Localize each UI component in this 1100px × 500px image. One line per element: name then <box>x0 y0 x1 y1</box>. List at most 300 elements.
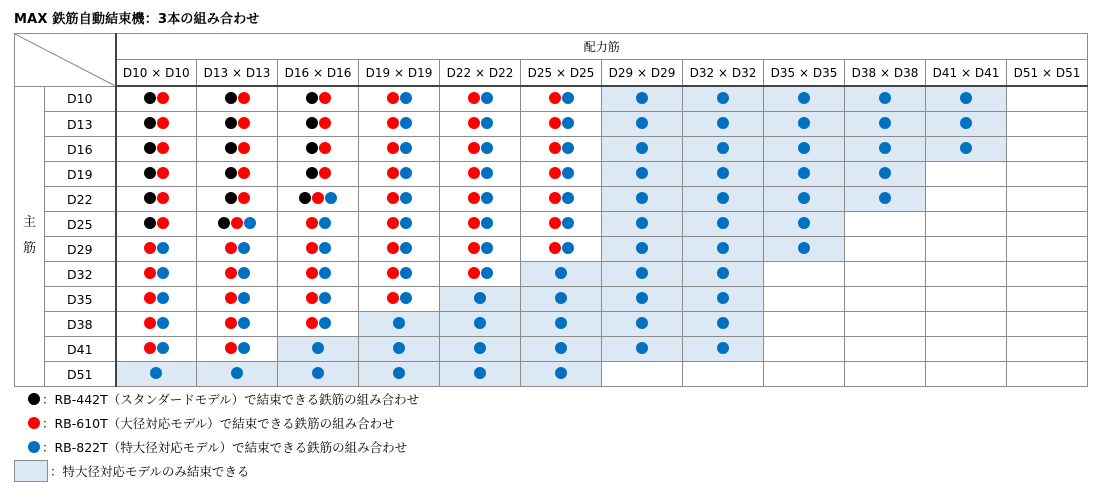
compat-dots <box>225 192 250 204</box>
compat-dot-red <box>387 267 399 279</box>
table-cell <box>440 162 521 187</box>
compat-dot-blue <box>157 342 169 354</box>
legend <box>14 387 419 483</box>
table-cell <box>1007 312 1088 337</box>
table-row <box>15 212 1088 237</box>
compat-dot-red <box>157 217 169 229</box>
table-cell <box>926 287 1007 312</box>
table-cell <box>602 137 683 162</box>
compat-dots <box>636 217 648 229</box>
compat-dots <box>468 142 493 154</box>
table-row <box>15 237 1088 262</box>
compat-dot-blue <box>474 317 486 329</box>
compat-dot-red <box>157 92 169 104</box>
compat-dot-blue <box>636 267 648 279</box>
compat-dot-blue <box>562 192 574 204</box>
compat-dots <box>306 142 331 154</box>
compat-dots <box>312 342 324 354</box>
compat-dot-blue <box>319 267 331 279</box>
compat-dots <box>387 242 412 254</box>
table-cell <box>116 362 197 387</box>
table-row <box>15 262 1088 287</box>
compat-dots <box>218 217 256 229</box>
compat-dots <box>879 142 891 154</box>
compat-dot-blue <box>400 192 412 204</box>
compat-dots <box>144 192 169 204</box>
table-cell <box>926 187 1007 212</box>
compat-dots <box>225 142 250 154</box>
compat-dots <box>636 142 648 154</box>
compat-dots <box>468 192 493 204</box>
compat-dots <box>636 167 648 179</box>
row-group-header: 主 筋 <box>15 86 45 387</box>
compat-dots <box>144 92 169 104</box>
column-header: D32 × D32 <box>683 60 764 87</box>
compat-dot-blue <box>879 142 891 154</box>
compat-dot-red <box>306 217 318 229</box>
table-cell <box>197 162 278 187</box>
compat-dots <box>144 167 169 179</box>
table-cell <box>764 312 845 337</box>
compat-dot-red <box>225 317 237 329</box>
table-row <box>15 312 1088 337</box>
table-cell <box>1007 262 1088 287</box>
legend-item <box>14 411 419 435</box>
compat-dot-red <box>225 267 237 279</box>
table-cell <box>521 337 602 362</box>
compat-dot-blue <box>717 142 729 154</box>
table-cell <box>683 137 764 162</box>
compat-dot-blue <box>960 117 972 129</box>
compat-dots <box>144 117 169 129</box>
compat-dot-blue <box>393 317 405 329</box>
table-cell <box>845 262 926 287</box>
compat-dot-blue <box>157 267 169 279</box>
compat-dot-blue <box>400 217 412 229</box>
compat-dots <box>144 142 169 154</box>
table-cell <box>521 86 602 112</box>
compat-dots <box>636 267 648 279</box>
legend-text: ：特大径対応モデルのみ結束できる <box>50 464 250 479</box>
table-cell <box>197 237 278 262</box>
compat-dots <box>468 117 493 129</box>
table-cell <box>278 162 359 187</box>
page-title: MAX 鉄筋自動結束機：3本の組み合わせ <box>14 12 260 27</box>
compat-dots <box>879 117 891 129</box>
table-row <box>15 187 1088 212</box>
column-header: D19 × D19 <box>359 60 440 87</box>
column-header: D16 × D16 <box>278 60 359 87</box>
compat-dots <box>468 242 493 254</box>
table-cell <box>197 312 278 337</box>
table-cell <box>926 237 1007 262</box>
table-cell <box>116 262 197 287</box>
table-cell <box>683 337 764 362</box>
table-cell <box>764 137 845 162</box>
compat-dots <box>474 342 486 354</box>
compat-dots <box>717 342 729 354</box>
compat-dot-red <box>319 92 331 104</box>
column-header: D25 × D25 <box>521 60 602 87</box>
compat-dot-red <box>319 142 331 154</box>
compat-dot-blue <box>562 167 574 179</box>
table-cell <box>440 312 521 337</box>
compat-dot-blue <box>636 317 648 329</box>
table-cell <box>116 187 197 212</box>
table-cell <box>926 212 1007 237</box>
compat-dots <box>717 317 729 329</box>
compat-dots <box>306 167 331 179</box>
table-cell <box>602 362 683 387</box>
compat-dot-black <box>299 192 311 204</box>
compat-dot-blue <box>312 342 324 354</box>
compat-dot-red <box>387 192 399 204</box>
table-cell <box>440 362 521 387</box>
table-cell <box>359 287 440 312</box>
row-header: D13 <box>45 112 116 137</box>
compat-dot-blue <box>717 267 729 279</box>
compat-dots <box>717 167 729 179</box>
compat-dots <box>717 217 729 229</box>
compat-dot-blue <box>157 317 169 329</box>
table-cell <box>683 262 764 287</box>
compat-dot-blue <box>879 167 891 179</box>
table-cell <box>845 362 926 387</box>
compat-dot-black <box>225 117 237 129</box>
compat-dots <box>387 117 412 129</box>
compat-dots <box>387 217 412 229</box>
table-cell <box>359 137 440 162</box>
table-cell <box>521 187 602 212</box>
compat-dot-blue <box>717 117 729 129</box>
compat-dots <box>636 242 648 254</box>
compat-dot-blue <box>562 117 574 129</box>
table-cell <box>764 162 845 187</box>
column-header: D29 × D29 <box>602 60 683 87</box>
compat-dot-red <box>387 217 399 229</box>
table-cell <box>845 287 926 312</box>
compat-dots <box>225 342 250 354</box>
compat-dot-red <box>144 267 156 279</box>
compat-dots <box>474 317 486 329</box>
table-cell <box>764 362 845 387</box>
table-cell <box>440 287 521 312</box>
compat-dots <box>798 167 810 179</box>
compat-dot-blue <box>319 242 331 254</box>
compat-dot-red <box>225 242 237 254</box>
compat-dot-red <box>468 142 480 154</box>
table-cell <box>359 162 440 187</box>
compat-dots <box>393 342 405 354</box>
compat-dot-blue <box>717 292 729 304</box>
table-cell <box>845 187 926 212</box>
compat-dot-black <box>144 117 156 129</box>
compat-dots <box>549 242 574 254</box>
compat-dot-red <box>468 192 480 204</box>
compat-dots <box>879 167 891 179</box>
compat-dot-red <box>468 167 480 179</box>
table-row <box>15 86 1088 112</box>
compat-dot-blue <box>325 192 337 204</box>
table-cell <box>197 86 278 112</box>
compat-dot-red <box>238 192 250 204</box>
compat-dots <box>549 217 574 229</box>
table-cell <box>926 262 1007 287</box>
compat-dots <box>468 267 493 279</box>
compat-dot-blue <box>562 217 574 229</box>
table-cell <box>1007 112 1088 137</box>
compat-dot-red <box>468 117 480 129</box>
legend-item <box>14 459 419 483</box>
compat-dot-red <box>319 167 331 179</box>
table-cell <box>926 112 1007 137</box>
compat-dot-blue <box>717 342 729 354</box>
compat-dots <box>960 92 972 104</box>
table-cell <box>764 212 845 237</box>
table-cell <box>197 112 278 137</box>
table-cell <box>1007 86 1088 112</box>
compat-dot-blue <box>238 342 250 354</box>
table-row <box>15 287 1088 312</box>
compat-dots <box>717 267 729 279</box>
table-cell <box>116 162 197 187</box>
table-cell <box>359 237 440 262</box>
table-cell <box>845 162 926 187</box>
table-cell <box>359 86 440 112</box>
compat-dot-blue <box>798 167 810 179</box>
compat-dot-blue <box>879 117 891 129</box>
table-cell <box>197 187 278 212</box>
compat-dots <box>474 367 486 379</box>
table-cell <box>278 187 359 212</box>
table-cell <box>926 337 1007 362</box>
compat-dot-red <box>387 242 399 254</box>
table-cell <box>521 312 602 337</box>
compat-dot-red <box>549 167 561 179</box>
table-cell <box>440 237 521 262</box>
compat-dots <box>798 217 810 229</box>
corner-cell <box>15 34 116 87</box>
compat-dots <box>231 367 243 379</box>
compat-dots <box>636 92 648 104</box>
compat-dots <box>387 92 412 104</box>
column-header: D41 × D41 <box>926 60 1007 87</box>
compat-dot-red <box>157 192 169 204</box>
table-cell <box>521 287 602 312</box>
table-cell <box>602 287 683 312</box>
compat-dot-red <box>549 192 561 204</box>
compat-dots <box>555 367 567 379</box>
compat-dot-blue <box>474 367 486 379</box>
table-body <box>15 34 1088 387</box>
compat-dot-red <box>468 92 480 104</box>
compat-dot-red <box>157 167 169 179</box>
table-cell <box>602 162 683 187</box>
table-cell <box>683 362 764 387</box>
compat-dot-blue <box>562 92 574 104</box>
table-cell <box>359 112 440 137</box>
compat-dots <box>144 267 169 279</box>
compat-dots <box>798 242 810 254</box>
table-row <box>15 162 1088 187</box>
row-header: D16 <box>45 137 116 162</box>
compat-dots <box>387 167 412 179</box>
compat-dots <box>555 317 567 329</box>
compat-dots <box>636 192 648 204</box>
table-cell <box>116 212 197 237</box>
compat-dot-blue <box>717 92 729 104</box>
table-cell <box>116 237 197 262</box>
compat-dots <box>468 92 493 104</box>
table-cell <box>116 137 197 162</box>
compat-dot-red <box>306 242 318 254</box>
compat-dot-blue <box>319 292 331 304</box>
legend-swatch <box>14 460 48 482</box>
compat-dot-red <box>549 117 561 129</box>
compat-dots <box>387 267 412 279</box>
compat-dot-red <box>144 292 156 304</box>
table-cell <box>845 212 926 237</box>
compat-dots <box>717 192 729 204</box>
compat-dot-red <box>387 142 399 154</box>
compat-dots <box>306 117 331 129</box>
compat-dots <box>636 292 648 304</box>
table-cell <box>845 137 926 162</box>
table-cell <box>197 262 278 287</box>
compat-dot-blue <box>481 242 493 254</box>
row-header: D41 <box>45 337 116 362</box>
table-cell <box>1007 137 1088 162</box>
table-cell <box>764 86 845 112</box>
compat-dot-red <box>319 117 331 129</box>
compat-dots <box>144 242 169 254</box>
column-header: D22 × D22 <box>440 60 521 87</box>
compat-dot-blue <box>319 217 331 229</box>
compat-dot-black <box>306 167 318 179</box>
compat-dots <box>717 117 729 129</box>
table-cell <box>197 212 278 237</box>
legend-item <box>14 435 419 459</box>
table-cell <box>521 212 602 237</box>
table-cell <box>602 212 683 237</box>
compat-dot-blue <box>400 167 412 179</box>
compat-dot-red <box>387 292 399 304</box>
compat-dots <box>387 192 412 204</box>
compat-dots <box>717 242 729 254</box>
compat-dot-blue <box>238 317 250 329</box>
compat-dots <box>717 292 729 304</box>
compat-dot-red <box>225 292 237 304</box>
compat-dot-blue <box>400 117 412 129</box>
table-cell <box>521 162 602 187</box>
compat-dot-blue <box>555 367 567 379</box>
table-cell <box>1007 187 1088 212</box>
compat-dot-black <box>218 217 230 229</box>
table-cell <box>683 86 764 112</box>
compat-dot-blue <box>717 192 729 204</box>
compat-dot-red <box>468 217 480 229</box>
compat-dots <box>549 142 574 154</box>
compat-dots <box>150 367 162 379</box>
compat-dot-black <box>225 192 237 204</box>
compat-dots <box>387 142 412 154</box>
compat-dots <box>879 192 891 204</box>
compat-dot-red <box>468 267 480 279</box>
table-cell <box>278 137 359 162</box>
compat-dot-blue <box>157 292 169 304</box>
compat-dots <box>225 292 250 304</box>
table-cell <box>197 287 278 312</box>
row-header: D35 <box>45 287 116 312</box>
table-cell <box>278 86 359 112</box>
compat-dot-blue <box>717 167 729 179</box>
compat-dot-red <box>144 342 156 354</box>
compat-dots <box>225 242 250 254</box>
compat-dot-blue <box>798 242 810 254</box>
compat-dots <box>299 192 337 204</box>
compat-dot-red <box>238 117 250 129</box>
column-header: D13 × D13 <box>197 60 278 87</box>
compat-dot-blue <box>636 192 648 204</box>
column-header-row <box>15 60 1088 87</box>
compat-dot-blue <box>636 292 648 304</box>
compat-dot-blue <box>960 92 972 104</box>
table-cell <box>440 187 521 212</box>
column-header: D51 × D51 <box>1007 60 1088 87</box>
table-cell <box>602 237 683 262</box>
table-cell <box>683 112 764 137</box>
compat-dots <box>306 217 331 229</box>
compat-dot-red <box>549 142 561 154</box>
compat-dot-red <box>157 117 169 129</box>
compat-dot-blue <box>798 192 810 204</box>
compat-dot-blue <box>400 267 412 279</box>
compat-dot-blue <box>231 367 243 379</box>
compat-dot-black <box>144 217 156 229</box>
compat-dot-red <box>387 117 399 129</box>
compat-dots <box>306 317 331 329</box>
legend-dot <box>28 393 40 405</box>
compat-dot-blue <box>400 92 412 104</box>
table-cell <box>602 187 683 212</box>
corner-diagonal <box>15 34 115 86</box>
compat-dots <box>717 142 729 154</box>
compat-dots <box>225 167 250 179</box>
row-header: D25 <box>45 212 116 237</box>
compat-dot-blue <box>717 242 729 254</box>
legend-text: ：RB-442T（スタンダードモデル）で結束できる鉄筋の組み合わせ <box>42 392 420 407</box>
column-header: D10 × D10 <box>116 60 197 87</box>
compat-dot-red <box>238 142 250 154</box>
compat-dot-black <box>225 142 237 154</box>
compat-dot-blue <box>717 217 729 229</box>
compat-dots <box>387 292 412 304</box>
table-cell <box>116 86 197 112</box>
table-cell <box>197 137 278 162</box>
compat-dot-blue <box>636 92 648 104</box>
table-cell <box>764 337 845 362</box>
compat-dots <box>798 92 810 104</box>
compat-dots <box>393 317 405 329</box>
table-cell <box>440 137 521 162</box>
compat-dot-blue <box>636 167 648 179</box>
compat-dot-blue <box>717 317 729 329</box>
compat-dot-red <box>312 192 324 204</box>
compat-dot-red <box>549 92 561 104</box>
compat-dot-blue <box>636 217 648 229</box>
table-cell <box>278 337 359 362</box>
legend-text: ：RB-822T（特大径対応モデル）で結束できる鉄筋の組み合わせ <box>42 440 408 455</box>
